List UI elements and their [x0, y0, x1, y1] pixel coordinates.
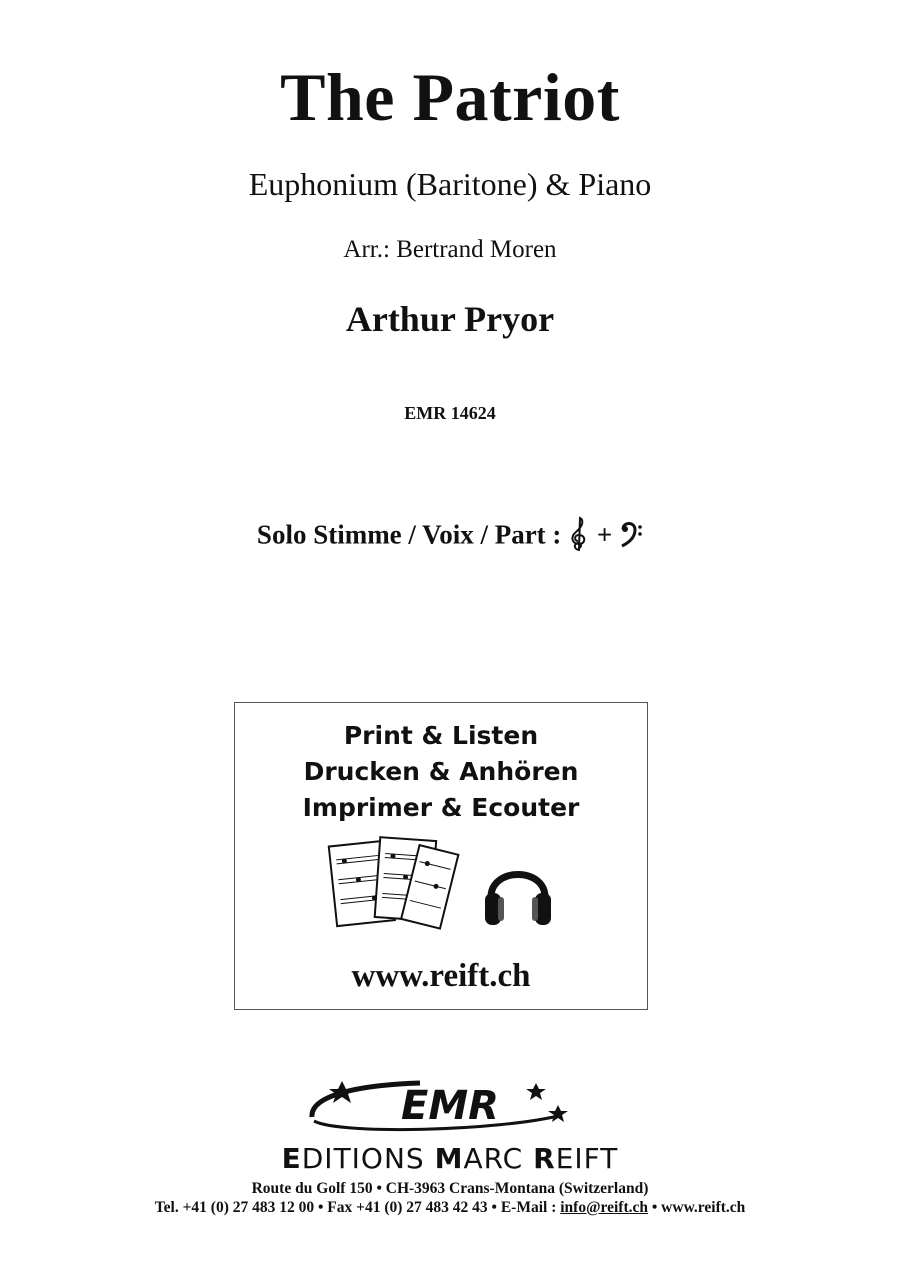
solo-part-plus: +	[596, 519, 613, 550]
emr-logo-text: EMR	[401, 1083, 499, 1129]
promo-line-german: Drucken & Anhören	[303, 757, 579, 786]
contact-phone-fax: Tel. +41 (0) 27 483 12 00 • Fax +41 (0) 27 483 42 43 • E-Mail :	[154, 1199, 557, 1216]
promo-website: www.reift.ch	[351, 958, 531, 994]
composer-name: Arthur Pryor	[345, 299, 555, 339]
publisher-name-initial-2: M	[434, 1142, 464, 1175]
contact-website: • www.reift.ch	[651, 1199, 746, 1216]
print-listen-promo-box	[234, 702, 648, 1010]
publisher-address: Route du Golf 150 • CH-3963 Crans-Montana (Switzerland)	[251, 1180, 649, 1197]
sheet-music-icon	[329, 837, 459, 928]
solo-part-label: Solo Stimme / Voix / Part :	[256, 519, 562, 550]
publisher-name-rest-1: DITIONS	[301, 1142, 425, 1175]
publisher-name-rest-3: EIFT	[555, 1142, 619, 1175]
publisher-contact	[0, 1199, 900, 1217]
emr-logo	[300, 1075, 600, 1140]
instrumentation-subtitle: Euphonium (Baritone) & Piano	[248, 166, 652, 202]
bass-clef-icon	[619, 519, 643, 556]
promo-line-english: Print & Listen	[343, 721, 539, 750]
arranger-credit: Arr.: Bertrand Moren	[343, 236, 557, 263]
page-title: The Patriot	[280, 59, 620, 135]
treble-clef-icon	[568, 516, 590, 559]
promo-icons	[325, 835, 565, 945]
promo-line-french: Imprimer & Ecouter	[302, 793, 580, 822]
solo-part-line	[0, 516, 900, 559]
headphones-icon	[485, 875, 551, 926]
publisher-name-rest-2: ARC	[463, 1142, 524, 1175]
publisher-name-initial-1: E	[281, 1142, 302, 1175]
publisher-name	[0, 1142, 900, 1175]
publisher-name-initial-3: R	[533, 1142, 556, 1175]
email-link[interactable]: info@reift.ch	[560, 1199, 648, 1216]
catalog-number: EMR 14624	[404, 403, 496, 423]
